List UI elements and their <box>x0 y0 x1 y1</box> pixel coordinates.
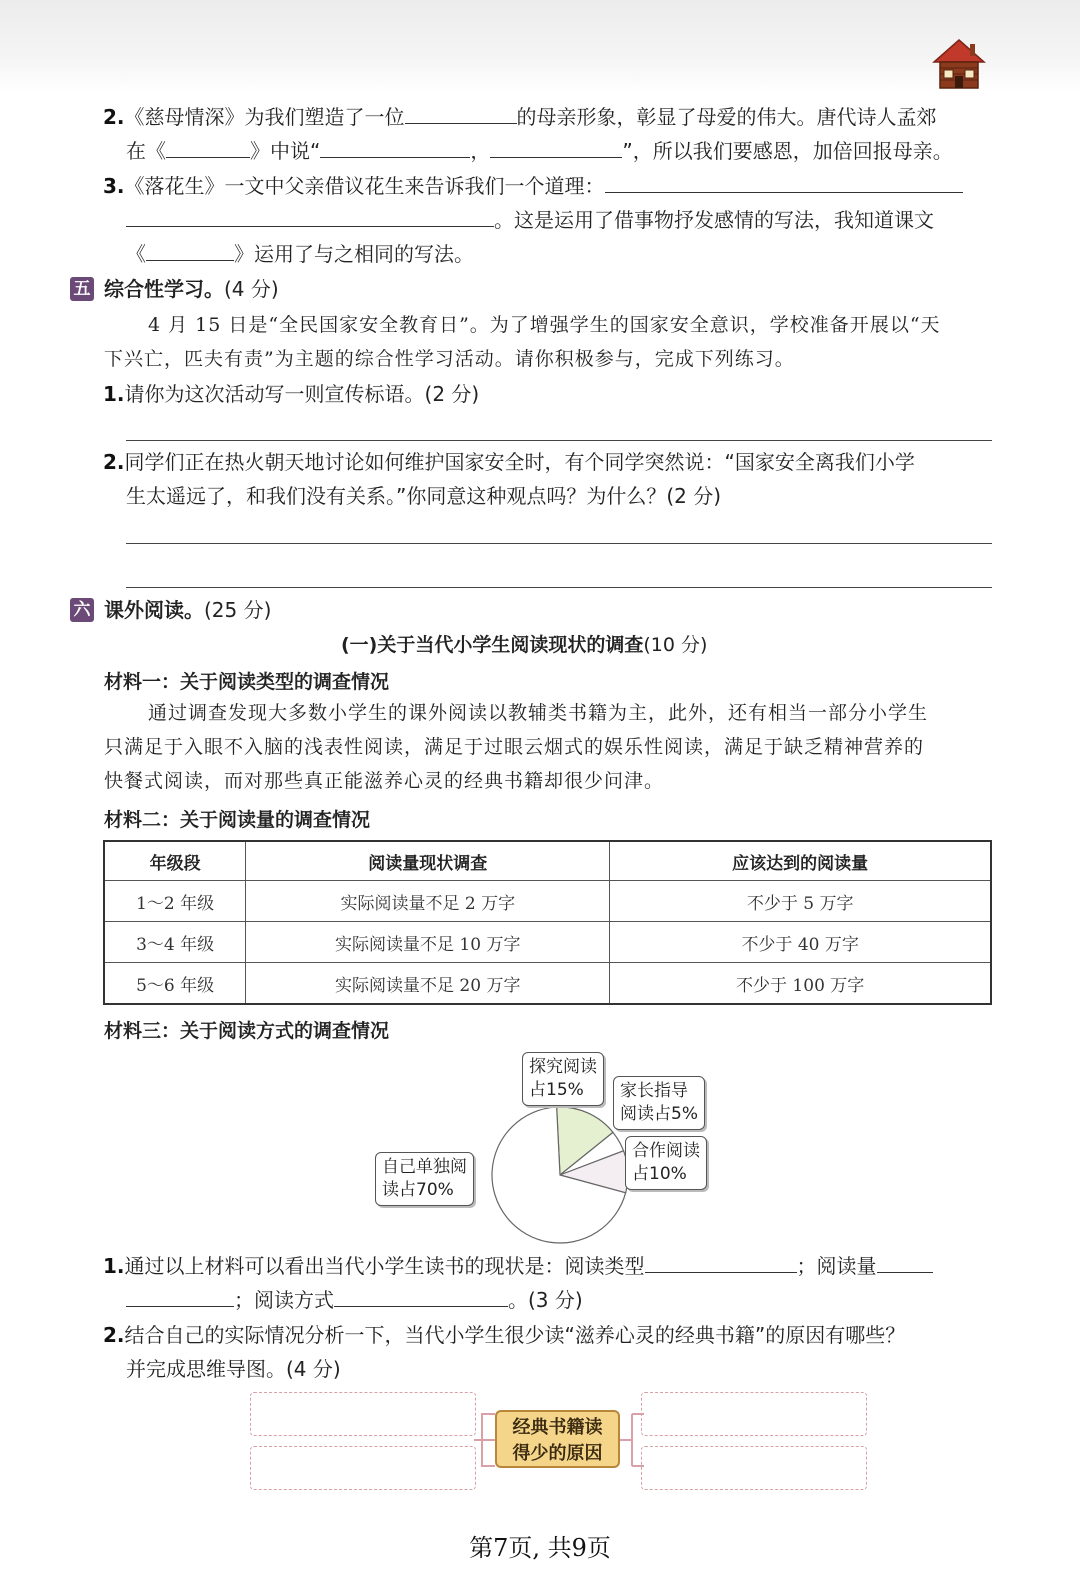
pie-label-parent <box>613 1076 705 1130</box>
table-row <box>104 881 991 922</box>
question-text: 《慈母情深》为我们塑造了一位 <box>124 105 405 129</box>
subtitle-text: (一)关于当代小学生阅读现状的调查 <box>341 634 644 656</box>
page-footer: 第7页, 共9页 <box>469 1534 611 1562</box>
answer-blank[interactable] <box>146 238 234 261</box>
question-3-line-3 <box>126 237 474 271</box>
table-cell: 实际阅读量不足 2 万字 <box>246 881 610 922</box>
section-6-question-1-line-2 <box>126 1283 583 1317</box>
answer-blank[interactable] <box>877 1250 933 1273</box>
question-number: 1. <box>103 382 125 406</box>
question-text: 》中说“ <box>250 139 321 163</box>
reading-survey-table <box>103 840 992 1005</box>
material-1-line-3: 快餐式阅读，而对那些真正能滋养心灵的经典书籍却很少问津。 <box>104 770 665 792</box>
table-row <box>104 922 991 963</box>
question-2-line-1 <box>103 100 937 134</box>
answer-line[interactable] <box>126 543 992 544</box>
question-text: 在《 <box>126 139 166 163</box>
material-1-title: 材料一：关于阅读类型的调查情况 <box>104 671 390 693</box>
mindmap-answer-box[interactable] <box>250 1446 476 1490</box>
answer-blank[interactable] <box>126 204 494 227</box>
pie-label-coop <box>625 1136 707 1190</box>
section-5-title <box>104 275 279 303</box>
section-5-intro-2: 下兴亡，匹夫有责”为主题的综合性学习活动。请你积极参与，完成下列练习。 <box>104 348 795 370</box>
answer-blank[interactable] <box>405 101 517 124</box>
table-row <box>104 963 991 1005</box>
table-cell: 不少于 100 万字 <box>610 963 991 1005</box>
pie-label-line: 阅读占5% <box>620 1104 698 1124</box>
mindmap-answer-box[interactable] <box>250 1392 476 1436</box>
question-text: ， <box>470 139 491 163</box>
mindmap-center-line: 得少的原因 <box>512 1443 603 1464</box>
question-number: 2. <box>103 1323 125 1347</box>
section-title-text: 综合性学习。 <box>104 277 224 301</box>
table-cell: 实际阅读量不足 20 万字 <box>246 963 610 1005</box>
house-icon <box>932 38 986 92</box>
question-number: 3. <box>103 174 125 198</box>
mindmap-center-line: 经典书籍读 <box>512 1417 603 1438</box>
question-text: 《落花生》一文中父亲借议花生来告诉我们一个道理： <box>124 174 605 198</box>
pie-label-self <box>375 1152 474 1206</box>
question-number: 2. <box>103 105 125 129</box>
pie-label-line: 家长指导 <box>620 1081 688 1101</box>
answer-blank[interactable] <box>166 135 250 158</box>
subtitle-points: (10 分) <box>643 634 708 656</box>
answer-blank[interactable] <box>334 1284 508 1307</box>
section-5-badge: 五 <box>70 277 94 301</box>
section-5-question-1 <box>103 377 479 411</box>
section-points: (4 分) <box>224 277 279 301</box>
material-1-line-1: 通过调查发现大多数小学生的课外阅读以教辅类书籍为主，此外，还有相当一部分小学生 <box>148 702 929 724</box>
question-text: ；阅读量 <box>796 1254 877 1278</box>
table-header-cell: 应该达到的阅读量 <box>610 841 991 881</box>
answer-blank[interactable] <box>320 135 470 158</box>
section-6-question-1-line-1 <box>103 1249 933 1283</box>
reading-subtitle <box>341 631 707 659</box>
answer-line[interactable] <box>126 440 992 441</box>
section-5-question-2-line-1 <box>103 445 915 479</box>
material-2-title: 材料二：关于阅读量的调查情况 <box>104 809 371 831</box>
question-text: 的母亲形象，彰显了母爱的伟大。唐代诗人孟郊 <box>516 105 937 129</box>
pie-label-line: 自己单独阅 <box>382 1157 467 1177</box>
section-5-intro-1: 4 月 15 日是“全民国家安全教育日”。为了增强学生的国家安全意识，学校准备开展以“天 <box>148 314 941 336</box>
table-header-row <box>104 841 991 881</box>
table-cell: 实际阅读量不足 10 万字 <box>246 922 610 963</box>
section-6-badge: 六 <box>70 598 94 622</box>
question-text: ；阅读方式 <box>234 1288 334 1312</box>
question-text: 同学们正在热火朝天地讨论如何维护国家安全时，有个同学突然说：“国家安全离我们小学 <box>124 450 915 474</box>
question-text: 》运用了与之相同的写法。 <box>234 242 474 266</box>
question-2-line-2 <box>126 134 953 168</box>
question-text: 。这是运用了借事物抒发感情的写法，我知道课文 <box>494 208 934 232</box>
page-top-band <box>0 0 1080 92</box>
section-6-question-2-line-1 <box>103 1318 905 1352</box>
table-cell: 不少于 40 万字 <box>610 922 991 963</box>
pie-label-line: 读占70% <box>382 1180 454 1200</box>
section-title-text: 课外阅读。 <box>104 598 204 622</box>
question-3-line-2 <box>126 203 934 237</box>
answer-blank[interactable] <box>490 135 622 158</box>
table-cell: 1～2 年级 <box>104 881 246 922</box>
answer-blank[interactable] <box>605 170 963 193</box>
section-6-question-2-line-2: 并完成思维导图。(4 分) <box>126 1357 341 1381</box>
table-cell: 5～6 年级 <box>104 963 246 1005</box>
table-cell: 3～4 年级 <box>104 922 246 963</box>
section-6-title <box>104 596 271 624</box>
section-points: (25 分) <box>204 598 272 622</box>
answer-line[interactable] <box>126 587 992 588</box>
table-header-cell: 年级段 <box>104 841 246 881</box>
material-3-title: 材料三：关于阅读方式的调查情况 <box>104 1020 390 1042</box>
question-text: 通过以上材料可以看出当代小学生读书的现状是：阅读类型 <box>124 1254 645 1278</box>
mindmap-answer-box[interactable] <box>641 1392 867 1436</box>
pie-label-line: 占15% <box>529 1080 584 1100</box>
table-cell: 不少于 5 万字 <box>610 881 991 922</box>
mindmap-center-node <box>495 1410 620 1468</box>
question-text: 。(3 分) <box>508 1288 583 1312</box>
material-1-line-2: 只满足于入眼不入脑的浅表性阅读，满足于过眼云烟式的娱乐性阅读，满足于缺乏精神营养的 <box>104 736 925 758</box>
pie-label-line: 探究阅读 <box>529 1057 597 1077</box>
section-5-question-2-line-2: 生太遥远了，和我们没有关系。”你同意这种观点吗？为什么？(2 分) <box>126 484 722 508</box>
pie-label-explore <box>522 1052 604 1106</box>
mindmap-answer-box[interactable] <box>641 1446 867 1490</box>
question-text: ”，所以我们要感恩，加倍回报母亲。 <box>622 139 953 163</box>
question-text: 《 <box>126 242 146 266</box>
answer-blank[interactable] <box>126 1284 234 1307</box>
answer-blank[interactable] <box>645 1250 797 1273</box>
pie-label-line: 占10% <box>632 1164 687 1184</box>
question-text: 结合自己的实际情况分析一下，当代小学生很少读“滋养心灵的经典书籍”的原因有哪些？ <box>124 1323 906 1347</box>
table-header-cell: 阅读量现状调查 <box>246 841 610 881</box>
question-number: 1. <box>103 1254 125 1278</box>
question-text: 请你为这次活动写一则宣传标语。(2 分) <box>124 382 480 406</box>
pie-label-line: 合作阅读 <box>632 1141 700 1161</box>
question-number: 2. <box>103 450 125 474</box>
question-3-line-1 <box>103 169 963 203</box>
